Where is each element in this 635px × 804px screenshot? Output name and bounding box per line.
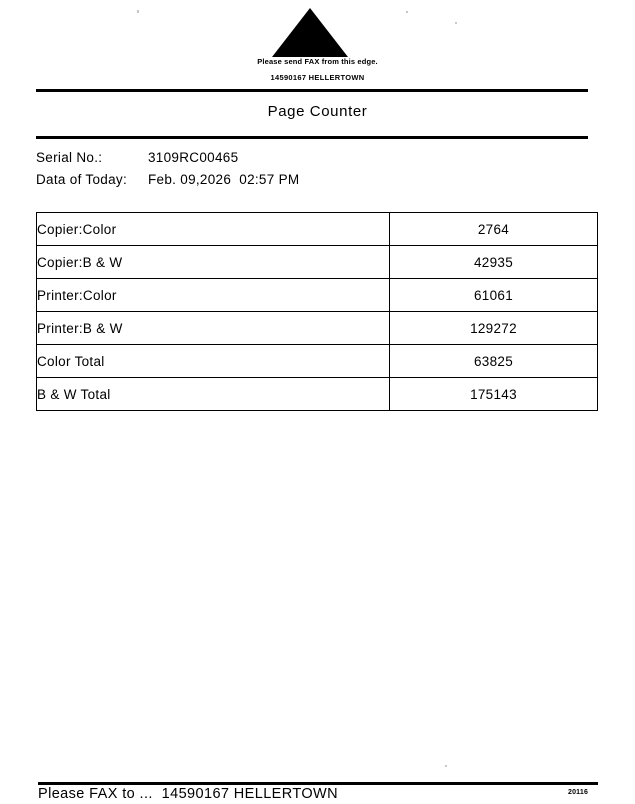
footer-rule bbox=[38, 782, 598, 785]
counter-value: 63825 bbox=[390, 345, 598, 378]
counter-label: Color Total bbox=[37, 345, 390, 378]
page-counter-table-body bbox=[37, 213, 598, 411]
counter-value: 175143 bbox=[390, 378, 598, 411]
serial-number-value: 3109RC00465 bbox=[148, 150, 239, 165]
counter-label: B & W Total bbox=[37, 378, 390, 411]
scan-speckle bbox=[455, 22, 457, 24]
header-rule-bottom bbox=[36, 136, 588, 139]
counter-label: Printer:Color bbox=[37, 279, 390, 312]
counter-value: 129272 bbox=[390, 312, 598, 345]
table-row bbox=[37, 345, 598, 378]
table-row bbox=[37, 246, 598, 279]
date-value: Feb. 09,2026 02:57 PM bbox=[148, 172, 300, 187]
serial-number-label: Serial No.: bbox=[36, 150, 103, 165]
serial-number-row bbox=[36, 150, 596, 172]
footer-text: Please FAX to ... 14590167 HELLERTOWN bbox=[38, 786, 338, 802]
meta-block bbox=[36, 150, 596, 194]
scan-speckle bbox=[406, 11, 408, 13]
date-row bbox=[36, 172, 596, 194]
counter-label: Copier:B & W bbox=[37, 246, 390, 279]
scan-speckle bbox=[137, 10, 139, 13]
date-label: Data of Today: bbox=[36, 172, 128, 187]
counter-label: Copier:Color bbox=[37, 213, 390, 246]
counter-value: 42935 bbox=[390, 246, 598, 279]
counter-value: 61061 bbox=[390, 279, 598, 312]
table-row bbox=[37, 279, 598, 312]
fax-edge-note: Please send FAX from this edge. bbox=[257, 57, 378, 66]
header-rule-top bbox=[36, 89, 588, 92]
fax-edge-triangle-icon bbox=[272, 8, 348, 57]
fax-header bbox=[0, 0, 635, 86]
counter-label: Printer:B & W bbox=[37, 312, 390, 345]
table-row bbox=[37, 213, 598, 246]
table-row bbox=[37, 312, 598, 345]
fax-header-id: 14590167 HELLERTOWN bbox=[270, 73, 365, 82]
page-counter-table bbox=[36, 212, 598, 411]
scan-speckle bbox=[445, 765, 447, 767]
table-row bbox=[37, 378, 598, 411]
page-title: Page Counter bbox=[267, 103, 368, 120]
footer-page-code: 20116 bbox=[568, 789, 589, 796]
counter-value: 2764 bbox=[390, 213, 598, 246]
